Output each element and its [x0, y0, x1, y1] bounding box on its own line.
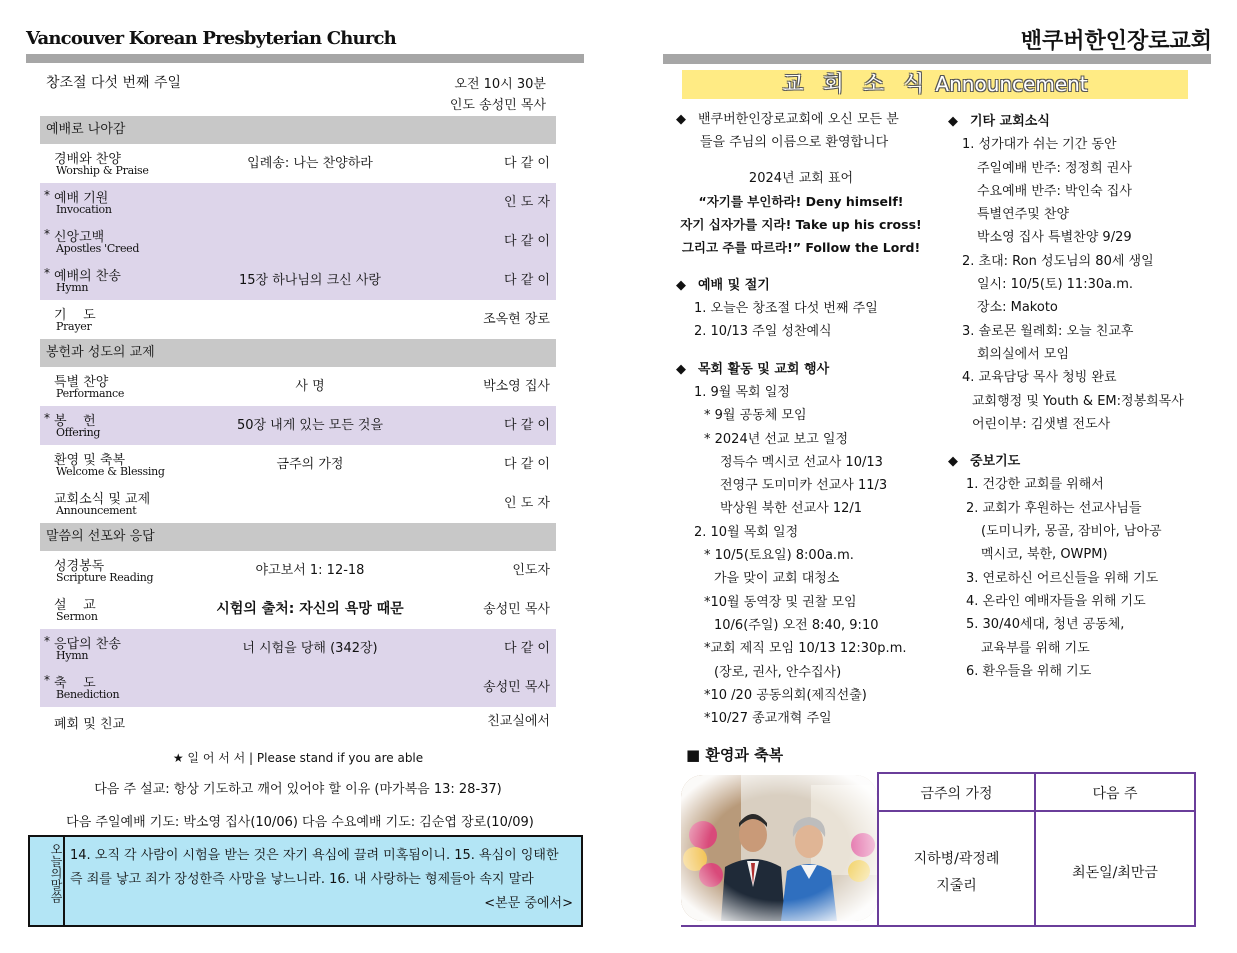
- motto-line-3: 그리고 주를 따르라!” Follow the Lord!: [681, 240, 921, 256]
- item-title: 환영 및 축복: [54, 453, 126, 468]
- announcement-title-en: Announcement: [935, 72, 1088, 96]
- pastoral-item: *10월 동역장 및 권찰 모임: [704, 594, 857, 610]
- order-row-sermon: [40, 590, 556, 629]
- service-header: [40, 68, 556, 116]
- news-item: 3. 솔로몬 월례회: 오늘 친교후: [962, 323, 1134, 339]
- order-row-hymn: [40, 261, 556, 300]
- news-item: 특별연주및 찬양: [977, 207, 1070, 223]
- order-row-response-hymn: [40, 629, 556, 668]
- item-leader: 다 같 이: [504, 273, 550, 288]
- item-leader: 송성민 목사: [483, 680, 550, 695]
- pastoral-item: 1. 9월 목회 일정: [694, 384, 790, 400]
- news-item: 수요예배 반주: 박인숙 집사: [977, 183, 1132, 199]
- item-subtitle: Worship & Praise: [56, 164, 149, 177]
- worship-item: 1. 오늘은 창조절 다섯 번째 주일: [694, 301, 878, 317]
- pastoral-item: * 10/5(토요일) 8:00a.m.: [704, 548, 854, 564]
- order-row-scripture: [40, 551, 556, 590]
- news-item: 일시: 10/5(토) 11:30a.m.: [977, 277, 1134, 293]
- news-item: 1. 성가대가 쉬는 기간 동안: [962, 137, 1117, 153]
- heading-pastoral: ◆ 목회 활동 및 교회 행사: [676, 358, 926, 381]
- heading-worship: ◆ 예배 및 절기: [676, 274, 926, 297]
- item-title: 폐회 및 친교: [54, 717, 126, 732]
- item-detail: 15장 하나님의 크신 사랑: [239, 273, 381, 288]
- announcement-banner: [682, 70, 1188, 99]
- order-row-announcement: [40, 484, 556, 523]
- order-row-creed: [40, 222, 556, 261]
- item-subtitle: Performance: [56, 387, 125, 400]
- item-leader: 다 같 이: [504, 234, 550, 249]
- table-divider: [879, 810, 1194, 812]
- item-subtitle: Hymn: [56, 649, 89, 662]
- item-leader: 다 같 이: [504, 457, 550, 472]
- news-item: 주일예배 반주: 정정희 권사: [977, 160, 1132, 176]
- left-page-title: Vancouver Korean Presbyterian Church: [26, 28, 396, 49]
- item-title: 예배 기원: [54, 191, 109, 206]
- item-leader: 인 도 자: [504, 195, 550, 210]
- item-leader: 조옥현 장로: [483, 312, 550, 327]
- item-subtitle: Offering: [56, 426, 101, 439]
- order-row-closing: [40, 707, 556, 737]
- news-item: 교회행정 및 Youth & EM:정봉희목사: [972, 393, 1184, 409]
- order-row-benediction: [40, 668, 556, 707]
- diamond-bullet-icon: ◆: [676, 277, 686, 293]
- pastoral-item: 전영구 도미미카 선교사 11/3: [720, 478, 888, 494]
- item-title: 응답의 찬송: [54, 637, 121, 652]
- prayer-item: 4. 온라인 예배자들을 위해 기도: [966, 593, 1146, 609]
- couple-photo: [681, 775, 877, 921]
- prayer-item: 교육부를 위해 기도: [981, 640, 1090, 656]
- welcome-families-table: [877, 772, 1196, 927]
- pastoral-item: * 9월 공동체 모임: [704, 408, 807, 424]
- order-row-offering: [40, 406, 556, 445]
- diamond-bullet-icon: ◆: [676, 361, 686, 377]
- prayer-item: 멕시코, 북한, OWPM): [981, 547, 1108, 563]
- pastoral-item: 10/6(주일) 오전 8:40, 9:10: [714, 617, 879, 633]
- sermon-title: 시험의 출처: 자신의 욕망 때문: [216, 601, 404, 617]
- prayer-item: 6. 환우들을 위해 기도: [966, 663, 1092, 679]
- pastoral-item: * 2024년 선교 보고 일정: [704, 431, 849, 447]
- item-title: 기 도: [54, 308, 96, 323]
- verse-text: 14. 오직 각 사람이 시험을 받는 것은 자기 욕심에 끌려 미혹됨이니. 15. 욕심이 잉태한즉 죄를 낳고 죄가 장성한즉 사망을 낳느니라. 16. 내 사랑하는 형제들아 속지 말라: [70, 848, 559, 887]
- item-leader: 인도자: [512, 563, 550, 578]
- prayer-item: 5. 30/40세대, 청년 공동체,: [966, 617, 1125, 633]
- motto-line-1: “자기를 부인하라! Deny himself!: [698, 193, 904, 209]
- item-subtitle: Announcement: [56, 504, 137, 517]
- photo-bottom-rule: [681, 925, 877, 927]
- pastoral-item: *10 /20 공동의회(제직선출): [704, 687, 867, 703]
- item-subtitle: Scripture Reading: [56, 571, 154, 584]
- item-subtitle: Prayer: [56, 320, 92, 333]
- item-subtitle: Sermon: [56, 610, 98, 623]
- stand-marker: *: [44, 227, 50, 241]
- right-page-title: 밴쿠버한인장로교회: [1020, 29, 1212, 54]
- news-item: 4. 교육담당 목사 청빙 완료: [962, 370, 1117, 386]
- news-item: 2. 초대: Ron 성도님의 80세 생일: [962, 253, 1154, 269]
- item-subtitle: Benediction: [56, 688, 120, 701]
- section-header: 봉헌과 성도의 교제: [40, 339, 556, 367]
- item-leader: 친교실에서: [487, 714, 550, 729]
- item-title: 신앙고백: [54, 230, 105, 245]
- service-time: 오전 10시 30분: [454, 77, 546, 92]
- stand-marker: *: [44, 673, 50, 687]
- verse-label: [30, 837, 65, 925]
- todays-verse-box: [28, 835, 583, 927]
- right-title-rule: [663, 54, 1211, 64]
- pastoral-item: 정득수 멕시코 선교사 10/13: [720, 454, 883, 470]
- next-sermon: 다음 주 설교: 항상 기도하고 깨어 있어야 할 이유 (마가복음 13: 28-37): [94, 782, 502, 797]
- section-header: 예배로 나아감: [40, 116, 556, 144]
- item-title: 교회소식 및 교제: [54, 492, 151, 507]
- item-subtitle: Invocation: [56, 203, 112, 216]
- motto-title: 2024년 교회 표어: [748, 170, 854, 186]
- item-leader: 다 같 이: [504, 418, 550, 433]
- item-detail: 사 명: [295, 379, 325, 394]
- pastoral-item: *교회 제직 모임 10/13 12:30p.m.: [704, 641, 907, 657]
- item-detail: 50장 내게 있는 모든 것을: [236, 418, 384, 433]
- item-title: 축 도: [54, 676, 96, 691]
- item-title: 예배의 찬송: [54, 269, 121, 284]
- prayer-item: 2. 교회가 후원하는 선교사님들: [966, 500, 1142, 516]
- item-leader: 박소영 집사: [483, 379, 550, 394]
- item-subtitle: Welcome & Blessing: [56, 465, 165, 478]
- section-header: 말씀의 선포와 응답: [40, 523, 556, 551]
- welcome-line-2: 들을 주님의 이름으로 환영합니다: [700, 135, 889, 151]
- next-week-family: 최돈일/최만금: [1072, 865, 1158, 881]
- news-item: 어린이부: 김샛별 전도사: [972, 416, 1111, 432]
- service-leader: 인도 송성민 목사: [449, 98, 546, 113]
- prayer-item: 3. 연로하신 어르신들을 위해 기도: [966, 570, 1159, 586]
- verse-label-text: 오늘의말씀: [49, 843, 63, 903]
- stand-marker: *: [44, 266, 50, 280]
- this-week-family-2: 지줄리: [936, 878, 977, 894]
- item-title: 특별 찬양: [54, 375, 109, 390]
- order-of-worship: [40, 116, 556, 737]
- diamond-bullet-icon: ◆: [948, 454, 958, 470]
- item-leader: 다 같 이: [504, 641, 550, 656]
- item-detail: 야고보서 1: 12-18: [255, 563, 365, 578]
- couple-photo-image: [681, 775, 877, 921]
- item-detail: 입례송: 나는 찬양하라: [247, 156, 373, 171]
- order-row-invocation: [40, 183, 556, 222]
- motto-line-2: 자기 십자가를 지라! Take up his cross!: [680, 217, 922, 233]
- item-title: 경배와 찬양: [54, 152, 121, 167]
- order-row-welcome: [40, 445, 556, 484]
- pastoral-item: 박상원 북한 선교사 12/1: [720, 501, 863, 517]
- stand-note: ★ 일 어 서 서 | Please stand if you are able: [172, 751, 424, 765]
- welcome-line-1: ◆ 밴쿠버한인장로교회에 오신 모든 분: [676, 108, 926, 131]
- pastoral-item: *10/27 종교개혁 주일: [704, 711, 832, 727]
- order-row-worship-praise: [40, 144, 556, 183]
- news-item: 회의실에서 모임: [977, 346, 1070, 362]
- item-leader: 다 같 이: [504, 156, 550, 171]
- pastoral-item: (장로, 권사, 안수집사): [714, 664, 842, 680]
- announcement-title-ko: 교 회 소 식: [782, 72, 931, 97]
- worship-item: 2. 10/13 주일 성찬예식: [694, 324, 832, 340]
- next-prayer-assignments: 다음 주일예배 기도: 박소영 집사(10/06) 다음 수요예배 기도: 김순엽 장로(10/09): [66, 815, 534, 830]
- heading-other-news: ◆ 기타 교회소식: [948, 110, 1198, 133]
- item-title: 설 교: [54, 598, 96, 613]
- this-week-family-1: 지하병/곽정례: [913, 851, 1000, 867]
- announcement-column-1: [676, 108, 926, 730]
- pastoral-item: 가을 맞이 교회 대청소: [714, 571, 840, 587]
- prayer-item: (도미니카, 몽골, 잠비아, 남아공: [981, 524, 1162, 540]
- item-detail: 너 시험을 당해 (342장): [242, 641, 378, 656]
- service-name: 창조절 다섯 번째 주일: [46, 75, 182, 91]
- col-header-next-week: 다음 주: [1092, 786, 1138, 802]
- stand-marker: *: [44, 188, 50, 202]
- pastoral-item: 2. 10월 목회 일정: [694, 524, 799, 540]
- prayer-item: 1. 건강한 교회를 위해서: [966, 477, 1104, 493]
- item-title: 봉 헌: [54, 414, 96, 429]
- item-title: 성경봉독: [54, 559, 105, 574]
- diamond-bullet-icon: ◆: [948, 114, 958, 129]
- announcement-column-2: [948, 110, 1198, 683]
- verse-source: <본문 중에서>: [484, 896, 573, 911]
- order-row-special-praise: [40, 367, 556, 406]
- item-subtitle: Hymn: [56, 281, 89, 294]
- item-detail: 금주의 가정: [276, 457, 344, 472]
- stand-marker: *: [44, 411, 50, 425]
- heading-intercessory-prayer: ◆ 중보기도: [948, 450, 1198, 473]
- item-leader: 송성민 목사: [483, 602, 550, 617]
- item-leader: 인 도 자: [504, 496, 550, 511]
- news-item: 장소: Makoto: [977, 300, 1058, 316]
- item-subtitle: Apostles 'Creed: [56, 242, 140, 255]
- news-item: 박소영 집사 특별찬양 9/29: [977, 230, 1132, 246]
- left-title-rule: [26, 54, 584, 63]
- stand-marker: *: [44, 634, 50, 648]
- welcome-heading: ■ 환영과 축복: [686, 746, 784, 764]
- diamond-bullet-icon: ◆: [676, 112, 686, 127]
- col-header-this-week: 금주의 가정: [920, 786, 993, 802]
- order-row-prayer: [40, 300, 556, 339]
